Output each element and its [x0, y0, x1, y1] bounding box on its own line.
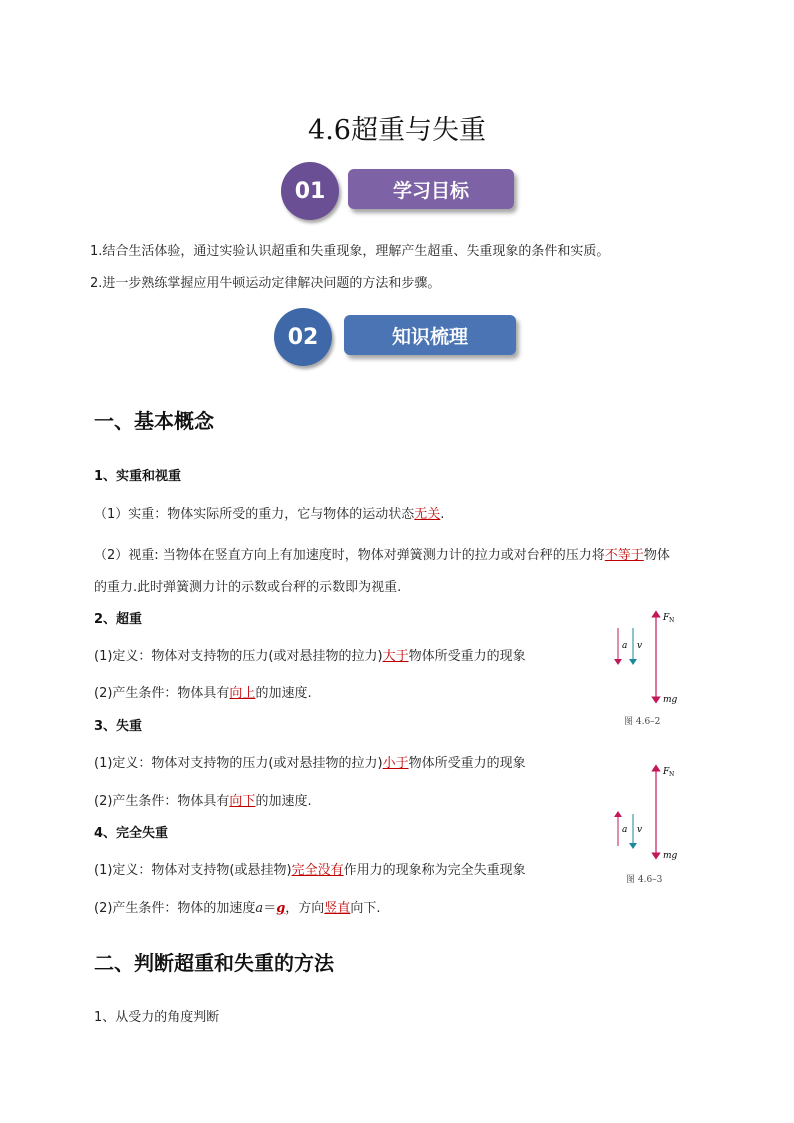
subheading-force-perspective: 1、从受力的角度判断	[94, 1010, 220, 1025]
a-label: a	[622, 825, 628, 835]
mg-label: mg	[663, 851, 678, 861]
mg-label: mg	[663, 695, 678, 705]
overweight-definition: (1)定义：物体对支持物的压力(或对悬挂物的拉力)大于物体所受重力的现象	[94, 649, 526, 664]
force-diagram-underweight	[608, 762, 698, 886]
answer-blank: 向上	[229, 686, 256, 701]
answer-blank: 完全没有	[291, 863, 344, 878]
answer-blank: 大于	[382, 649, 409, 664]
subheading-complete-weightlessness: 4、完全失重	[94, 826, 169, 841]
badge-number: 02	[287, 324, 319, 350]
figure-4-6-3	[608, 762, 698, 886]
answer-blank: 向下	[229, 794, 256, 809]
page-title: 4.6超重与失重	[308, 115, 486, 146]
answer-blank: 不等于	[604, 548, 644, 563]
section-heading-basic-concepts: 一、基本概念	[94, 409, 214, 433]
badge-number: 01	[294, 178, 326, 204]
objective-2: 2.进一步熟练掌握应用牛顿运动定律解决问题的方法和步骤。	[90, 276, 441, 291]
section-badge-number-02	[274, 308, 332, 366]
fn-label: F	[663, 613, 670, 623]
subheading-weightlessness: 3、失重	[94, 719, 143, 734]
section-badge-bar-objectives	[348, 169, 514, 209]
a-label: a	[622, 641, 628, 651]
underweight-definition: (1)定义：物体对支持物的压力(或对悬挂物的拉力)小于物体所受重力的现象	[94, 756, 526, 771]
badge-label: 学习目标	[392, 179, 469, 202]
figure-4-6-2	[608, 606, 698, 730]
v-label: v	[637, 641, 643, 651]
section-badge-number-01	[281, 162, 339, 220]
objective-1: 1.结合生活体验，通过实验认识超重和失重现象，理解产生超重、失重现象的条件和实质。	[90, 244, 610, 259]
subheading-real-apparent-weight: 1、实重和视重	[94, 469, 182, 484]
fn-label: F	[663, 767, 670, 777]
paragraph-apparent-weight-cont: 的重力.此时弹簧测力计的示数或台秤的示数即为视重.	[94, 580, 402, 595]
fn-subscript: N	[669, 771, 675, 778]
figure-caption: 图 4.6–3	[626, 875, 663, 885]
subheading-overweight: 2、超重	[94, 612, 143, 627]
answer-blank: g	[276, 901, 286, 916]
paragraph-apparent-weight: （2）视重: 当物体在竖直方向上有加速度时，物体对弹簧测力计的拉力或对台秤的压力将不等于物体	[94, 548, 670, 563]
complete-weightlessness-definition: (1)定义：物体对支持物(或悬挂物)完全没有作用力的现象称为完全失重现象	[94, 863, 526, 878]
paragraph-real-weight: （1）实重：物体实际所受的重力，它与物体的运动状态无关.	[94, 507, 445, 522]
answer-blank: 小于	[382, 756, 409, 771]
section-heading-judgement-methods: 二、判断超重和失重的方法	[94, 951, 334, 975]
overweight-condition: (2)产生条件：物体具有向上的加速度.	[94, 686, 312, 701]
answer-blank: 竖直	[324, 901, 351, 916]
figure-caption: 图 4.6–2	[624, 717, 661, 727]
badge-label: 知识梳理	[391, 325, 468, 348]
answer-blank: 无关	[414, 507, 441, 522]
underweight-condition: (2)产生条件：物体具有向下的加速度.	[94, 794, 312, 809]
complete-weightlessness-condition: (2)产生条件：物体的加速度a＝g，方向竖直向下.	[94, 901, 381, 916]
v-label: v	[637, 825, 643, 835]
section-badge-bar-knowledge	[344, 315, 516, 355]
force-diagram-overweight	[608, 606, 698, 730]
fn-subscript: N	[669, 617, 675, 624]
